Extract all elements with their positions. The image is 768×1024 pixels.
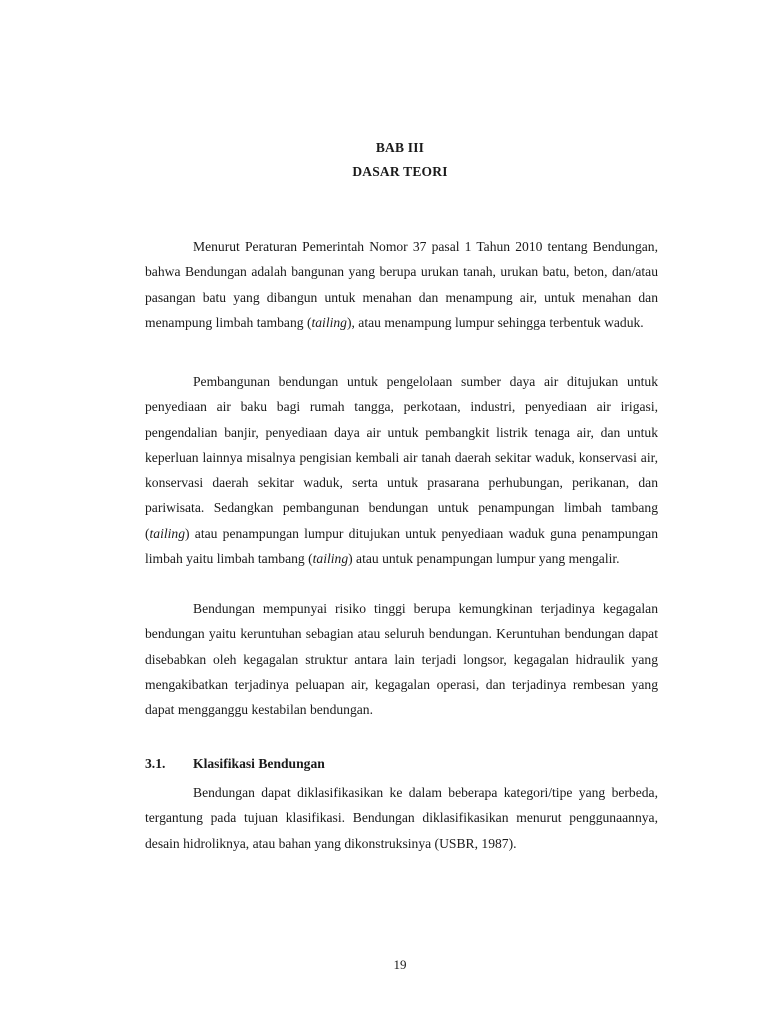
page-number: 19 — [393, 957, 407, 972]
paragraph-2-text-c: ) atau untuk penampungan lumpur yang mengalir. — [348, 551, 620, 567]
paragraph-1-text-a: Menurut Peraturan Pemerintah Nomor 37 pasal 1 Tahun 2010 tentang Bendungan, bahwa Bendungan adalah bangunan yang berupa urukan tanah, urukan batu, beton, dan/atau pasangan batu yang dibangun untuk menahan dan menampung air, untuk menahan dan menampung limbah tambang ( — [145, 239, 658, 330]
paragraph-4-block — [145, 780, 658, 856]
paragraph-2 — [145, 369, 658, 571]
paragraph-2-italic-term-1: tailing — [149, 525, 186, 541]
paragraph-3: Bendungan mempunyai risiko tinggi berupa kemungkinan terjadinya kegagalan bendungan yaitu keruntuhan sebagian atau seluruh bendungan. Keruntuhan bendungan dapat disebabkan oleh kegagalan struktur antara lain terjadi longsor, kegagalan hidraulik yang mengakibatkan terjadinya peluapan air, kegagalan operasi, dan terjadinya rembesan yang dapat mengganggu kestabilan bendungan. — [145, 601, 658, 718]
paragraph-2-text-b: ) atau penampungan lumpur ditujukan untuk penyediaan waduk guna penampungan limbah yaitu limbah tambang ( — [145, 525, 658, 567]
section-title: Klasifikasi Bendungan — [193, 756, 325, 771]
paragraph-1-text-b: ), atau menampung lumpur sehingga terbentuk waduk. — [346, 314, 644, 330]
paragraph-1 — [145, 234, 658, 335]
paragraph-4: Bendungan dapat diklasifikasikan ke dalam beberapa kategori/tipe yang berbeda, tergantung pada tujuan klasifikasi. Bendungan diklasifikasikan menurut penggunaannya, desain hidroliknya, atau bahan yang dikonstruksinya (USBR, 1987). — [145, 785, 658, 851]
section-number: 3.1. — [145, 756, 166, 771]
chapter-label: BAB III — [375, 140, 425, 155]
paragraph-3-block — [145, 596, 658, 722]
paragraph-2-italic-term-2: tailing — [312, 551, 349, 567]
paragraph-2-block — [145, 369, 658, 571]
section-heading — [145, 756, 658, 772]
paragraph-1-italic-term: tailing — [311, 314, 347, 330]
paragraph-1-block — [145, 234, 658, 335]
paragraph-2-text-a: Pembangunan bendungan untuk pengelolaan sumber daya air ditujukan untuk penyediaan air baku bagi rumah tangga, perkotaan, industri, penyediaan air irigasi, pengendalian banjir, penyediaan daya air untuk pembangkit listrik tenaga air, dan untuk keperluan lainnya misalnya pengisian kembali air tanah daerah sekitar waduk, konservasi air, konservasi daerah sekitar waduk, serta untuk prasarana perhubungan, perikanan, dan pariwisata. Sedangkan pembangunan bendungan untuk penampungan limbah tambang ( — [145, 374, 658, 541]
chapter-title: DASAR TEORI — [352, 164, 448, 179]
